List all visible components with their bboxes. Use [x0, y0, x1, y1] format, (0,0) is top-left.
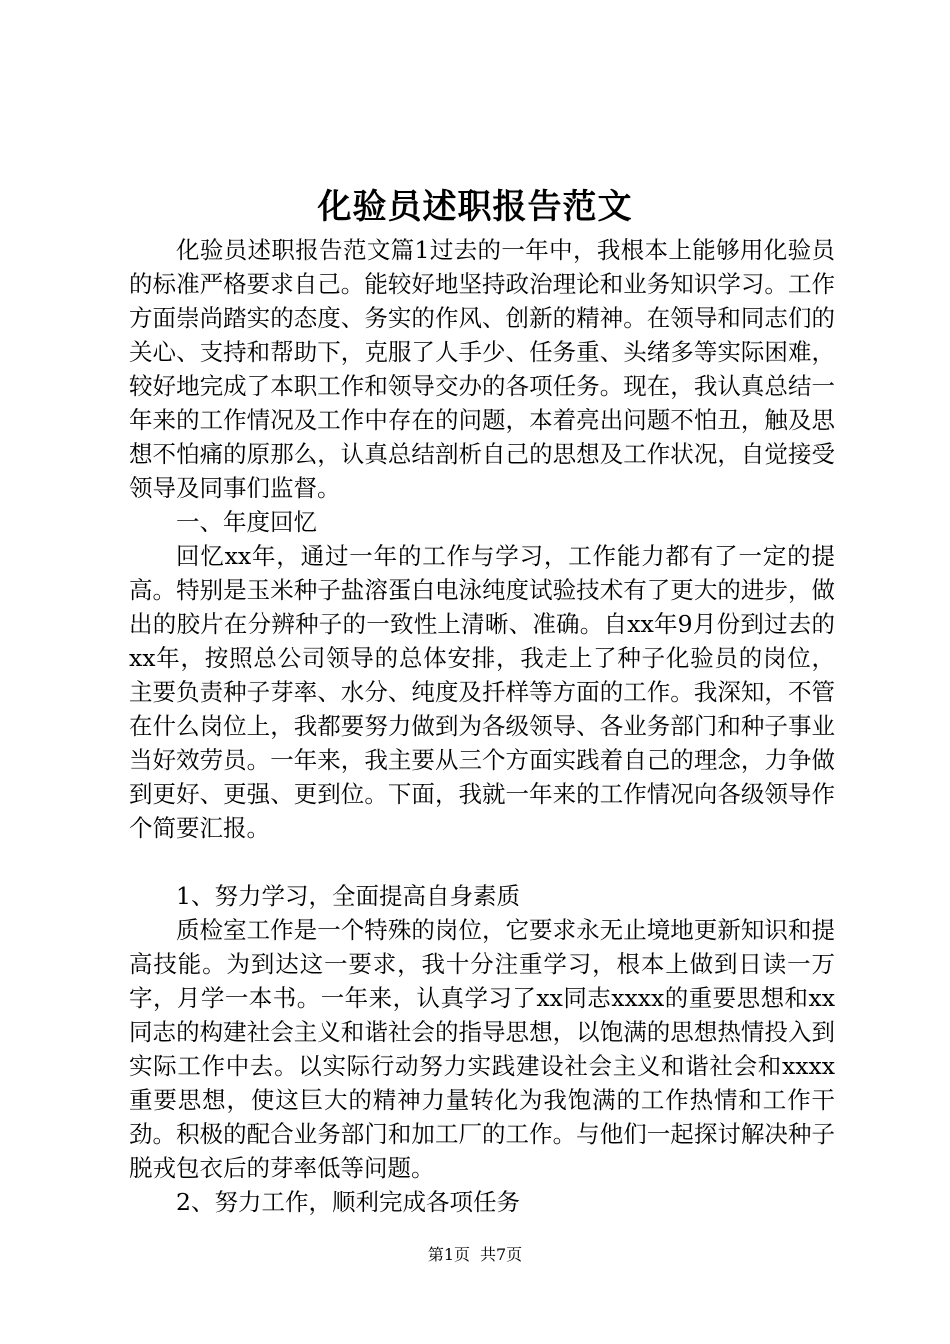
- page-footer: [0, 1244, 950, 1266]
- page-total: 共7页: [480, 1245, 523, 1264]
- section-heading-annual-review: 一、年度回忆: [176, 508, 317, 536]
- subsection-heading-work: 2、努力工作，顺利完成各项任务: [176, 1188, 520, 1216]
- document-body: [129, 233, 835, 1219]
- page-number: 第1页: [427, 1245, 470, 1264]
- subsection-heading-study: 1、努力学习，全面提高自身素质: [176, 882, 520, 910]
- document-title: 化验员述职报告范文: [317, 187, 633, 227]
- paragraph-study: 质检室工作是一个特殊的岗位，它要求永无止境地更新知识和提高技能。为到达这一要求，我十分注重学习，根本上做到日读一万字，月学一本书。一年来，认真学习了xx同志xxxx的重要思想和xx同志的构建社会主义和谐社会的指导思想，以饱满的思想热情投入到实际工作中去。以实际行动努力实践建设社会主义和谐社会和xxxx重要思想，使这巨大的精神力量转化为我饱满的工作热情和工作干劲。积极的配合业务部门和加工厂的工作。与他们一起探讨解决种子脱戎包衣后的芽率低等问题。: [129, 916, 835, 1182]
- paragraph-annual-review: 回忆xx年，通过一年的工作与学习，工作能力都有了一定的提高。特别是玉米种子盐溶蛋白电泳纯度试验技术有了更大的进步，做出的胶片在分辨种子的一致性上清晰、准确。自xx年9月份到过去的xx年，按照总公司领导的总体安排，我走上了种子化验员的岗位，主要负责种子芽率、水分、纯度及扦样等方面的工作。我深知，不管在什么岗位上，我都要努力做到为各级领导、各业务部门和种子事业当好效劳员。一年来，我主要从三个方面实践着自己的理念，力争做到更好、更强、更到位。下面，我就一年来的工作情况向各级领导作个简要汇报。: [129, 542, 835, 842]
- paragraph-intro: 化验员述职报告范文篇1过去的一年中，我根本上能够用化验员的标准严格要求自己。能较好地坚持政治理论和业务知识学习。工作方面崇尚踏实的态度、务实的作风、创新的精神。在领导和同志们的关心、支持和帮助下，克服了人手少、任务重、头绪多等实际困难，较好地完成了本职工作和领导交办的各项任务。现在，我认真总结一年来的工作情况及工作中存在的问题，本着亮出问题不怕丑，触及思想不怕痛的原那么，认真总结剖析自己的思想及工作状况，自觉接受领导及同事们监督。: [129, 236, 835, 502]
